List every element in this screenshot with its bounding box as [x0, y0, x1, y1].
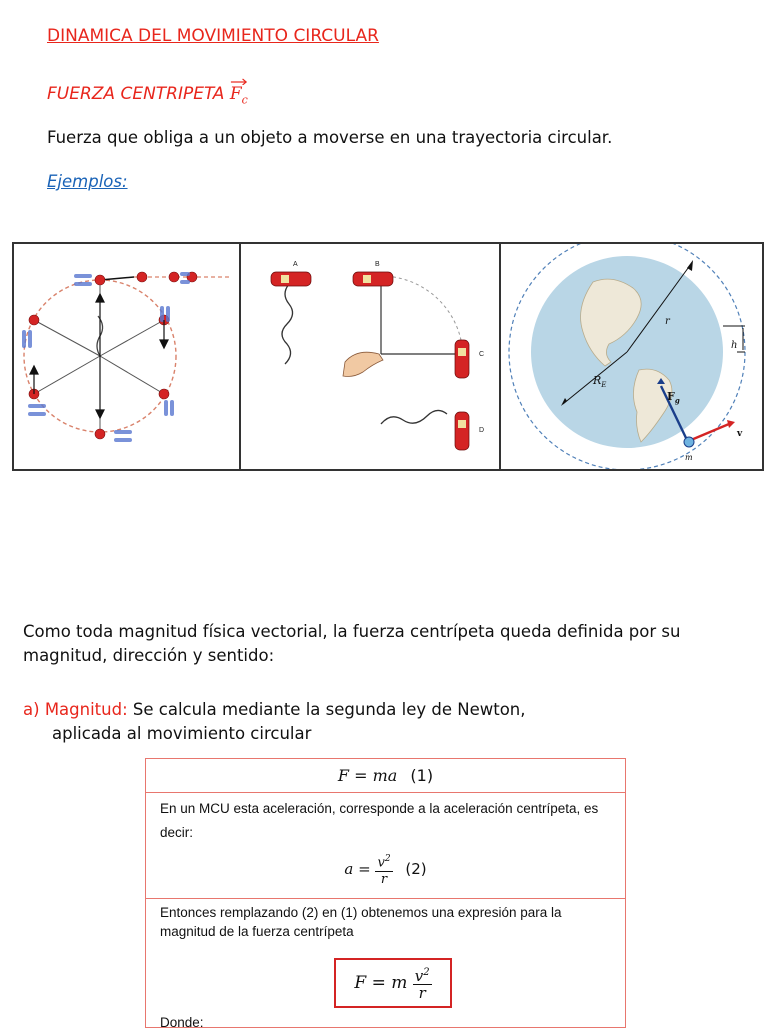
figure-ball-on-string: [14, 244, 241, 469]
subtitle-text: FUERZA CENTRIPETA: [47, 84, 225, 104]
force-letter: F: [229, 84, 242, 104]
fraction-exponent: 2: [384, 854, 391, 864]
equation-3-lhs: F = m: [354, 973, 408, 993]
formula-box: [145, 758, 626, 1028]
magnitude-label: Magnitud:: [44, 700, 128, 719]
formula-row-2: [146, 793, 625, 899]
fraction-numerator: v: [377, 855, 385, 871]
mcu-explanation-text: En un MCU esta aceleración, corresponde a la aceleración centrípeta, es decir:: [160, 801, 599, 840]
mass-label: m: [685, 453, 693, 462]
examples-figure-strip: [12, 242, 764, 471]
newton-second-law-equation: F = ma: [337, 766, 398, 785]
magnitude-item: [23, 698, 743, 746]
figure-earth-orbit: [501, 244, 762, 469]
result-exponent: 2: [423, 967, 430, 978]
substitution-explanation-text: Entonces remplazando (2) en (1) obtenemos una expresión para la magnitud de la fuerza centrípeta: [160, 905, 562, 939]
definition-text: Fuerza que obliga a un objeto a moverse en una trayectoria circular.: [47, 128, 613, 147]
fraction-denominator: r: [380, 872, 388, 888]
car-turning-illustration: [241, 244, 499, 469]
magnitude-text-line1: Se calcula mediante la segunda ley de Newton,: [127, 700, 526, 719]
earth-orbit-illustration: [501, 244, 762, 469]
gravity-force-label: $F_g$: [667, 390, 680, 405]
result-denominator: r: [418, 984, 426, 1002]
car-label-c: C: [479, 351, 485, 358]
equation-2-tag: (2): [405, 860, 427, 879]
result-numerator: v: [414, 967, 424, 985]
result-fraction: [413, 965, 432, 1001]
radius-label: r: [665, 316, 670, 327]
equation-1-tag: (1): [410, 766, 434, 785]
figure-car-turning: [241, 244, 501, 469]
height-label: h: [731, 340, 738, 351]
car-label-b: B: [375, 261, 380, 268]
equation-2-lhs: a =: [344, 860, 371, 879]
force-subscript: c: [241, 93, 248, 107]
v2-over-r-fraction: [375, 851, 392, 888]
car-label-d: D: [479, 427, 485, 434]
velocity-label: v: [737, 429, 743, 439]
formula-row-3: [146, 899, 625, 1031]
magnitude-text-line2: aplicada al movimiento circular: [52, 724, 312, 743]
centripetal-acceleration-equation: [160, 851, 611, 888]
examples-link[interactable]: Ejemplos:: [47, 172, 128, 191]
page-title: DINAMICA DEL MOVIMIENTO CIRCULAR: [47, 26, 379, 46]
item-marker: a): [23, 700, 40, 719]
centripetal-force-symbol: [230, 84, 248, 106]
intro-paragraph: Como toda magnitud física vectorial, la fuerza centrípeta queda definida por su magnitud, dirección y sentido:: [23, 622, 681, 665]
section-subtitle: [47, 84, 248, 106]
ball-on-string-illustration: [14, 244, 239, 469]
donde-label: Donde:: [160, 1015, 204, 1030]
formula-row-1: [146, 759, 625, 793]
car-label-a: A: [293, 261, 298, 268]
centripetal-force-result-equation: [334, 958, 452, 1008]
earth-radius-label: $R_E$: [593, 374, 607, 389]
vector-arrow-icon: [230, 77, 248, 85]
